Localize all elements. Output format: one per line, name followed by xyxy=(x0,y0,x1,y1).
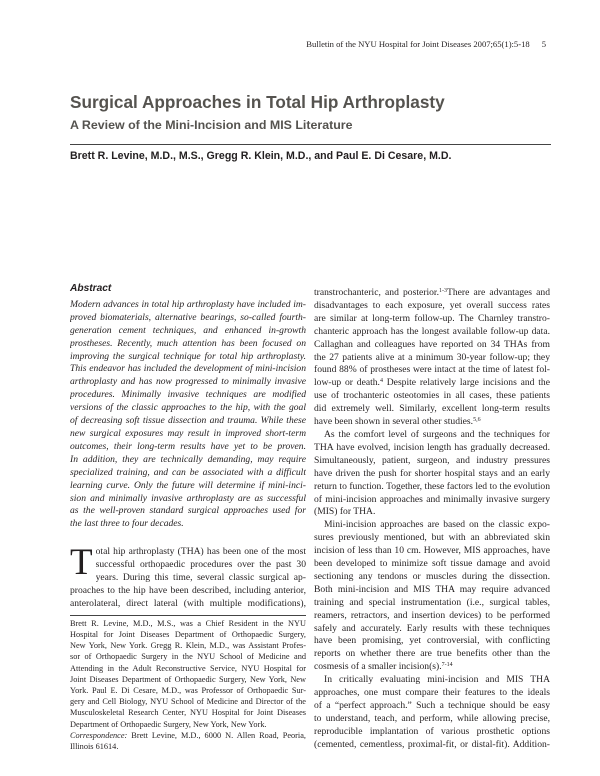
body-line: to understand, teach, and perform, while allowing precise, xyxy=(314,712,550,724)
body-line: THA have evolved, incision length has gradually decreased. xyxy=(314,441,550,453)
footnote-line: New York, New York. Gregg R. Klein, M.D., was Assistant Profes- xyxy=(70,641,306,651)
body-line xyxy=(314,377,550,390)
body-line: are similar at long-term follow-up. The Charnley transtro- xyxy=(314,312,550,324)
citation-superscript: 4 xyxy=(379,378,383,385)
body-line: training and special instrumentation (i.e., surgical tables, xyxy=(314,596,550,608)
body-text: low-up or death. xyxy=(314,377,380,389)
body-line: As the comfort level of surgeons and the techniques for xyxy=(324,428,550,440)
abstract-line: prostheses. Recently, much attention has been focused on xyxy=(70,337,306,349)
body-paragraph-1 xyxy=(314,287,550,429)
journal-citation: Bulletin of the NYU Hospital for Joint Diseases 2007;65(1):5-18 xyxy=(306,39,530,49)
abstract-line: learning curve. Only the future will determine if mini-inci- xyxy=(70,479,306,491)
abstract-line: generation cement techniques, and enhanced in-growth xyxy=(70,324,306,336)
page-number: 5 xyxy=(541,39,546,49)
body-line: incision of less than 10 cm. However, MIS approaches, have xyxy=(314,545,550,557)
body-line: safely and accurately. Early results with these techniques xyxy=(314,622,550,634)
body-line: the 27 patients alive at a minimum 30-year follow-up; they xyxy=(314,351,550,363)
citation-superscript: 7-14 xyxy=(441,662,453,669)
intro-line: successful orthopaedic procedures over the past 30 xyxy=(95,559,306,571)
body-line: Mini-incision approaches are based on the classic expo- xyxy=(324,519,550,531)
body-line: use of trochanteric osteotomies in all cases, these patients xyxy=(314,390,550,402)
abstract-line: as the well-proven standard surgical approaches used for xyxy=(70,505,306,517)
running-head xyxy=(0,39,546,49)
abstract-line: versions of the classic approaches to the hip, with the goal xyxy=(70,402,306,414)
body-line: In critically evaluating mini-incision and MIS THA xyxy=(324,674,550,686)
body-line: of mini-incision approaches and minimally invasive surgery xyxy=(314,493,550,505)
abstract-line: the last three to four decades. xyxy=(70,518,184,530)
footnote-line: Brett R. Levine, M.D., M.S., was a Chief Resident in the NYU xyxy=(70,618,306,628)
body-paragraph-2 xyxy=(314,429,550,519)
body-text: have been shown in several other studies. xyxy=(314,416,474,428)
body-line: reports on whether there are true benefits other than the xyxy=(314,648,550,660)
body-text: cosmesis of a smaller incision(s). xyxy=(314,661,442,673)
abstract-line: improving the surgical technique for total hip arthroplasty. xyxy=(70,350,306,362)
title-block xyxy=(70,92,550,132)
correspondence-line-2: Illinois 61614. xyxy=(70,741,119,751)
body-line: (cemented, cementless, proximal-fit, or distal-fit). Addition- xyxy=(314,738,550,750)
body-line: reproducible implantation of various prosthetic options xyxy=(314,725,550,737)
body-text: transtrochanteric, and posterior. xyxy=(314,287,439,298)
body-text: Despite relatively large incisions and the xyxy=(382,377,550,389)
article-subtitle: A Review of the Mini-Incision and MIS Literature xyxy=(70,118,353,132)
intro-line: anterolateral, direct lateral (with multiple modifications), xyxy=(70,597,306,609)
body-line xyxy=(314,661,550,674)
body-paragraph-4 xyxy=(314,674,550,751)
author-line: Brett R. Levine, M.D., M.S., Gregg R. Klein, M.D., and Paul E. Di Cesare, M.D. xyxy=(70,150,452,162)
body-line xyxy=(314,416,550,429)
correspondence-line xyxy=(70,730,306,741)
abstract-line: sion and minimally invasive arthroplasty are as successful xyxy=(70,492,306,504)
body-line: (MIS) for THA. xyxy=(314,506,376,518)
body-line: reamers, retractors, and insertion devices) to be performed xyxy=(314,609,550,621)
intro-line: proaches to the hip have been described, including anterior, xyxy=(70,584,306,596)
footnote-line: Department of Orthopaedic Surgery, New York, New York. xyxy=(70,719,267,729)
abstract-line: new surgical exposures may result in improved short-term xyxy=(70,427,306,439)
body-line: chanteric approach has the longest available follow-up data. xyxy=(314,325,550,337)
title-rule xyxy=(70,144,551,145)
footnote-line: Hospital for Joint Diseases Department of Orthopaedic Surgery, xyxy=(70,629,306,639)
abstract-line: arthroplasty and has now progressed to minimally invasive xyxy=(70,376,306,388)
abstract-heading: Abstract xyxy=(70,283,112,294)
footnote-line: York. Paul E. Di Cesare, M.D., was Professor of Orthopaedic Sur- xyxy=(70,685,306,695)
abstract-line: Modern advances in total hip arthroplasty have included im- xyxy=(70,298,306,310)
body-line: sures previously mentioned, but with an abbreviated skin xyxy=(314,532,550,544)
body-line: have driven the push for shorter hospital stays and an early xyxy=(314,467,550,479)
abstract-line: proved biomaterials, alternative bearings, so-called fourth- xyxy=(70,311,306,323)
footnote-line: Attending in the Adult Reconstructive Service, NYU Hospital for xyxy=(70,663,306,673)
drop-cap: T xyxy=(70,542,93,584)
abstract-line: of decreasing soft tissue dissection and trauma. While these xyxy=(70,415,306,427)
citation-superscript: 1-3 xyxy=(438,288,447,294)
correspondence-label: Correspondence: xyxy=(70,730,128,740)
footnote-line: Musculoskeletal Research Center, NYU Hospital for Joint Diseases xyxy=(70,708,306,718)
body-line: Callaghan and colleagues have reported on 34 THAs from xyxy=(314,338,550,350)
body-line: found 88% of prostheses were intact at the time of latest fol- xyxy=(314,364,550,376)
abstract-line: This endeavor has included the development of mini-incision xyxy=(70,363,306,375)
abstract-line: In addition, they are technically demanding, may require xyxy=(70,453,306,465)
author-footnote xyxy=(70,618,306,752)
right-column xyxy=(314,287,550,752)
body-line: did extremely well. Similarly, excellent long-term results xyxy=(314,403,550,415)
intro-line: otal hip arthroplasty (THA) has been one of the most xyxy=(95,546,306,558)
body-line: of a “perfect approach.” Such a technique should be easy xyxy=(314,700,550,711)
body-line: Simultaneously, patient, surgeon, and industry pressures xyxy=(314,454,550,466)
footnote-line: gery and Cell Biology, NYU School of Medicine and Director of the xyxy=(70,697,306,707)
body-line xyxy=(314,287,550,300)
article-title: Surgical Approaches in Total Hip Arthroplasty xyxy=(70,92,445,112)
body-line: sectioning any tendons or muscles during the dissection. xyxy=(314,570,550,582)
body-line: Both mini-incision and MIS THA may require advanced xyxy=(314,583,550,595)
intro-line: years. During this time, several classic surgical ap- xyxy=(95,572,306,584)
citation-superscript: 5,6 xyxy=(473,417,481,424)
body-line: return to function. Together, these factors led to the evolution xyxy=(314,480,550,492)
body-text: There are advantages and xyxy=(446,287,550,298)
body-line: have been promising, yet controversial, with conflicting xyxy=(314,635,550,647)
body-line: been developed to minimize soft tissue damage and avoid xyxy=(314,558,550,570)
correspondence-text: Brett Levine, M.D., 6000 N. Allen Road, Peoria, xyxy=(127,730,306,740)
footnote-rule xyxy=(70,615,306,616)
body-line: approaches, one must compare their features to the ideals xyxy=(314,687,550,699)
abstract-body xyxy=(70,299,306,531)
body-paragraph-3 xyxy=(314,519,550,674)
body-line: disadvantages to each exposure, yet overall success rates xyxy=(314,299,550,311)
intro-paragraph xyxy=(70,542,306,611)
footnote-line: Joint Diseases Department of Orthopaedic Surgery, New York, New xyxy=(70,674,306,684)
footnote-line: sor of Orthopaedic Surgery in the NYU School of Medicine and xyxy=(70,652,306,662)
abstract-line: procedures. Minimally invasive techniques are modified xyxy=(70,389,306,401)
left-column xyxy=(70,283,306,752)
abstract-line: specialized training, and can be associated with a difficult xyxy=(70,466,306,478)
abstract-line: outcomes, their long-term results have yet to be proven. xyxy=(70,440,306,452)
